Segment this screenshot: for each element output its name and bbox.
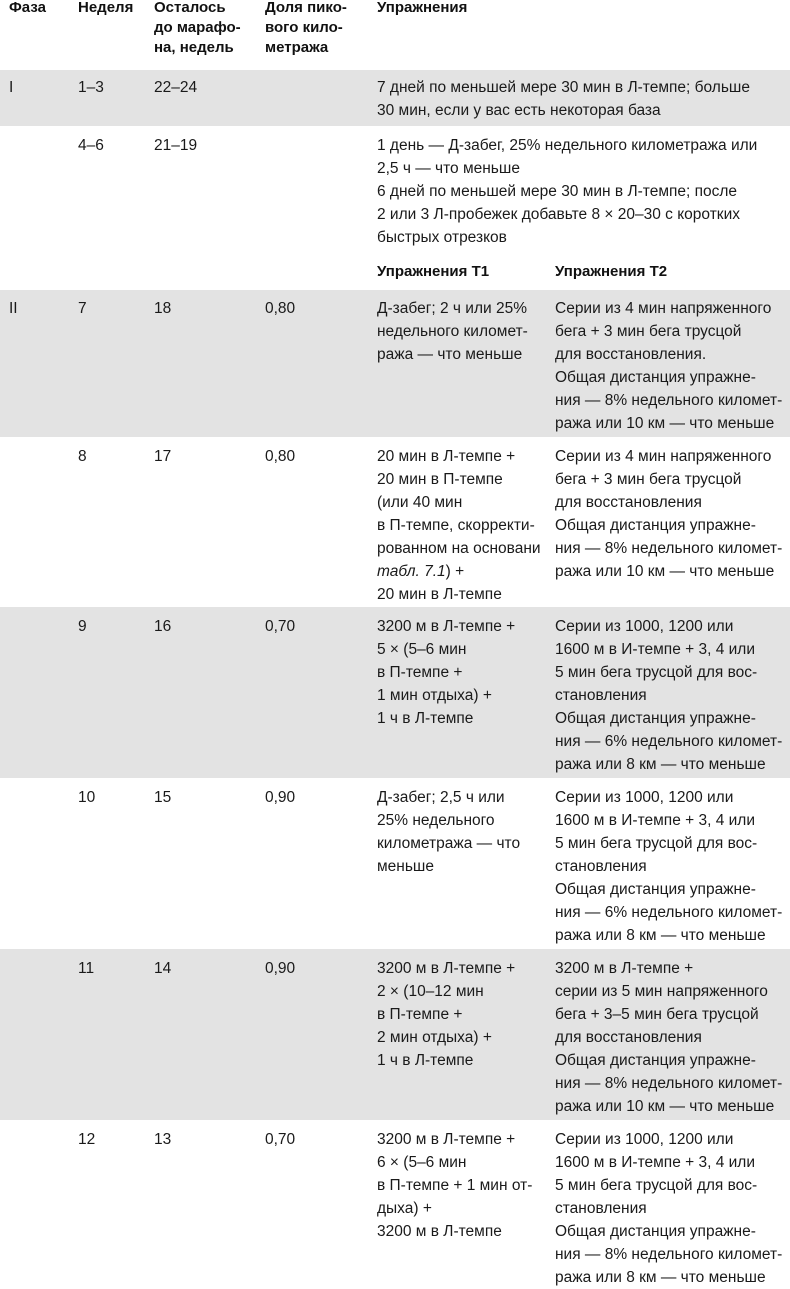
t2-line: Серии из 1000, 1200 или [555, 789, 734, 806]
cell-t2 [555, 615, 782, 776]
t1-line: 3200 м в Л-темпе + [377, 960, 516, 977]
t2-line: Общая дистанция упражне- [555, 517, 756, 534]
t1-line: 3200 м в Л-темпе [377, 1223, 502, 1240]
cell-week: 1–3 [78, 79, 104, 96]
t1-line: ража — что меньше [377, 346, 523, 363]
cell-week: 4–6 [78, 137, 104, 154]
header-phase-line: Фаза [9, 0, 46, 16]
t2-line: 5 мин бега трусцой для вос- [555, 1177, 758, 1194]
cell-week: 11 [78, 960, 95, 977]
t2-line: для восстановления. [555, 346, 707, 363]
cell-weeks-left: 17 [154, 448, 172, 465]
cell-t2 [555, 445, 782, 583]
t1-line: 6 × (5–6 мин [377, 1154, 467, 1171]
cell-exercises [377, 76, 750, 122]
t1-line [377, 537, 541, 560]
table-ref: табл. 7.1 [377, 563, 446, 580]
header-left-line: на, недель [154, 39, 234, 56]
header-weeks-left [154, 0, 241, 58]
table-row [0, 70, 790, 126]
header-peak-line: Доля пико- [265, 0, 347, 16]
t1-line: 3200 м в Л-темпе + [377, 618, 516, 635]
t1-line: в П-темпе + [377, 1006, 463, 1023]
t1-line [377, 560, 541, 583]
cell-phase: I [9, 79, 14, 96]
t1-line: дыха) + [377, 1200, 432, 1217]
t1-line: Д-забег; 2,5 ч или [377, 789, 505, 806]
t1-line: 1 ч в Л-темпе [377, 710, 474, 727]
t2-line: ния — 6% недельного километ- [555, 733, 783, 750]
cell-peak-share: 0,90 [265, 960, 296, 977]
t2-line: Серии из 1000, 1200 или [555, 618, 734, 635]
cell-weeks-left: 13 [154, 1131, 172, 1148]
t2-line: ража или 8 км — что меньше [555, 1269, 766, 1286]
exercise-line: 1 день — Д-забег, 25% недельного километража или [377, 137, 758, 154]
subheader-t1: Упражнения Т1 [377, 263, 490, 280]
cell-t1 [377, 786, 520, 878]
exercise-line: 2 или 3 Л-пробежек добавьте 8 × 20–30 с коротких [377, 206, 740, 223]
t2-line: ния — 8% недельного километ- [555, 1075, 783, 1092]
t1-line: в П-темпе, скорректи- [377, 517, 535, 534]
t2-line: ража или 10 км — что меньше [555, 415, 775, 432]
t1-line: 5 × (5–6 мин [377, 641, 467, 658]
cell-t1 [377, 957, 515, 1072]
cell-t1 [377, 297, 528, 366]
t2-line: Общая дистанция упражне- [555, 1052, 756, 1069]
table-row [0, 290, 790, 437]
t1-line: 2 мин отдыха) + [377, 1029, 492, 1046]
t2-line: для восстановления [555, 494, 702, 511]
table-header [0, 0, 790, 70]
exercise-line: быстрых отрезков [377, 229, 507, 246]
t1-line: в П-темпе + 1 мин от- [377, 1177, 533, 1194]
t1-line: меньше [377, 858, 434, 875]
table-row [0, 949, 790, 1120]
t1-line-part: рованном на основа [377, 540, 524, 557]
header-peak-share [265, 0, 347, 58]
cell-weeks-left: 18 [154, 300, 172, 317]
cell-week: 9 [78, 618, 87, 635]
t2-line: 1600 м в И-темпе + 3, 4 или [555, 1154, 755, 1171]
t1-line: 20 мин в Л-темпе [377, 586, 502, 603]
cell-weeks-left: 16 [154, 618, 172, 635]
cell-t2 [555, 297, 782, 435]
header-peak-line: вого кило- [265, 19, 343, 36]
t2-line: ража или 10 км — что меньше [555, 563, 775, 580]
t2-line: Общая дистанция упражне- [555, 1223, 756, 1240]
cell-t2 [555, 957, 782, 1118]
t2-line: ража или 8 км — что меньше [555, 927, 766, 944]
t2-line: Серии из 4 мин напряженного [555, 300, 772, 317]
header-left-line: до марафо- [154, 19, 241, 36]
t2-line: становления [555, 1200, 647, 1217]
cell-phase: II [9, 300, 18, 317]
header-week-line: Неделя [78, 0, 134, 16]
table-row [0, 437, 790, 607]
cell-weeks-left: 14 [154, 960, 172, 977]
cell-t2 [555, 786, 782, 947]
t2-line: 5 мин бега трусцой для вос- [555, 664, 758, 681]
t1-line: километража — что [377, 835, 521, 852]
header-exercises [377, 0, 467, 21]
t2-line: ния — 8% недельного километ- [555, 1246, 783, 1263]
t2-line: серии из 5 мин напряженного [555, 983, 768, 1000]
t1-line: (или 40 мин [377, 494, 463, 511]
table-row [0, 1120, 790, 1285]
t2-line: ния — 8% недельного километ- [555, 392, 783, 409]
cell-peak-share: 0,80 [265, 448, 296, 465]
exercise-line: 30 мин, если у вас есть некоторая база [377, 102, 661, 119]
t2-line: Общая дистанция упражне- [555, 710, 756, 727]
t1-line: 1 мин отдыха) + [377, 687, 492, 704]
t2-line: 5 мин бега трусцой для вос- [555, 835, 758, 852]
cell-week: 8 [78, 448, 87, 465]
cell-t1 [377, 615, 515, 730]
cell-t2 [555, 1128, 782, 1289]
cell-t1 [377, 1128, 532, 1243]
cell-weeks-left: 21–19 [154, 137, 198, 154]
exercise-line: 2,5 ч — что меньше [377, 160, 520, 177]
t2-line: бега + 3–5 мин бега трусцой [555, 1006, 759, 1023]
t2-line: ража или 8 км — что меньше [555, 756, 766, 773]
cell-week: 12 [78, 1131, 96, 1148]
table-row [0, 126, 790, 254]
header-exercises-line: Упражнения [377, 0, 468, 16]
t1-line: 2 × (10–12 мин [377, 983, 484, 1000]
t1-line: Д-забег; 2 ч или 25% [377, 300, 527, 317]
exercise-line: 6 дней по меньшей мере 30 мин в Л-темпе; после [377, 183, 738, 200]
cell-week: 7 [78, 300, 87, 317]
cell-peak-share: 0,80 [265, 300, 296, 317]
t2-line: ния — 8% недельного километ- [555, 540, 783, 557]
subheader-row [0, 254, 790, 290]
t2-line: 1600 м в И-темпе + 3, 4 или [555, 641, 755, 658]
subheader-t2: Упражнения Т2 [555, 263, 668, 280]
t2-line: ния — 6% недельного километ- [555, 904, 783, 921]
cell-exercises [377, 134, 757, 249]
t1-line-part: ) + [445, 563, 465, 580]
t2-line: ража или 10 км — что меньше [555, 1098, 775, 1115]
t2-line: 3200 м в Л-темпе + [555, 960, 694, 977]
t2-line: Серии из 1000, 1200 или [555, 1131, 734, 1148]
header-week [78, 0, 133, 21]
exercise-line: 7 дней по меньшей мере 30 мин в Л-темпе; больше [377, 79, 750, 96]
header-peak-line: метража [265, 39, 329, 56]
cell-peak-share: 0,90 [265, 789, 296, 806]
t2-line: 1600 м в И-темпе + 3, 4 или [555, 812, 755, 829]
t1-line: 20 мин в П-темпе [377, 471, 503, 488]
header-phase [9, 0, 46, 21]
t1-line: 20 мин в Л-темпе + [377, 448, 516, 465]
t1-line: в П-темпе + [377, 664, 463, 681]
t2-line: для восстановления [555, 1029, 702, 1046]
table-row [0, 607, 790, 778]
cell-peak-share: 0,70 [265, 1131, 296, 1148]
t1-line: 3200 м в Л-темпе + [377, 1131, 516, 1148]
cell-peak-share: 0,70 [265, 618, 296, 635]
cell-weeks-left: 22–24 [154, 79, 198, 96]
cell-weeks-left: 15 [154, 789, 172, 806]
t1-line: недельного километ- [377, 323, 528, 340]
header-left-line: Осталось [154, 0, 226, 16]
t2-line: становления [555, 858, 647, 875]
t2-line: Серии из 4 мин напряженного [555, 448, 772, 465]
cell-t1 [377, 445, 541, 606]
t1-line: 25% недельного [377, 812, 495, 829]
t2-line: Общая дистанция упражне- [555, 369, 756, 386]
table-row [0, 778, 790, 949]
t2-line: бега + 3 мин бега трусцой [555, 471, 742, 488]
t2-line: Общая дистанция упражне- [555, 881, 756, 898]
t1-line: 1 ч в Л-темпе [377, 1052, 474, 1069]
t1-line-part: ни [523, 540, 541, 557]
cell-week: 10 [78, 789, 96, 806]
t2-line: становления [555, 687, 647, 704]
t2-line: бега + 3 мин бега трусцой [555, 323, 742, 340]
